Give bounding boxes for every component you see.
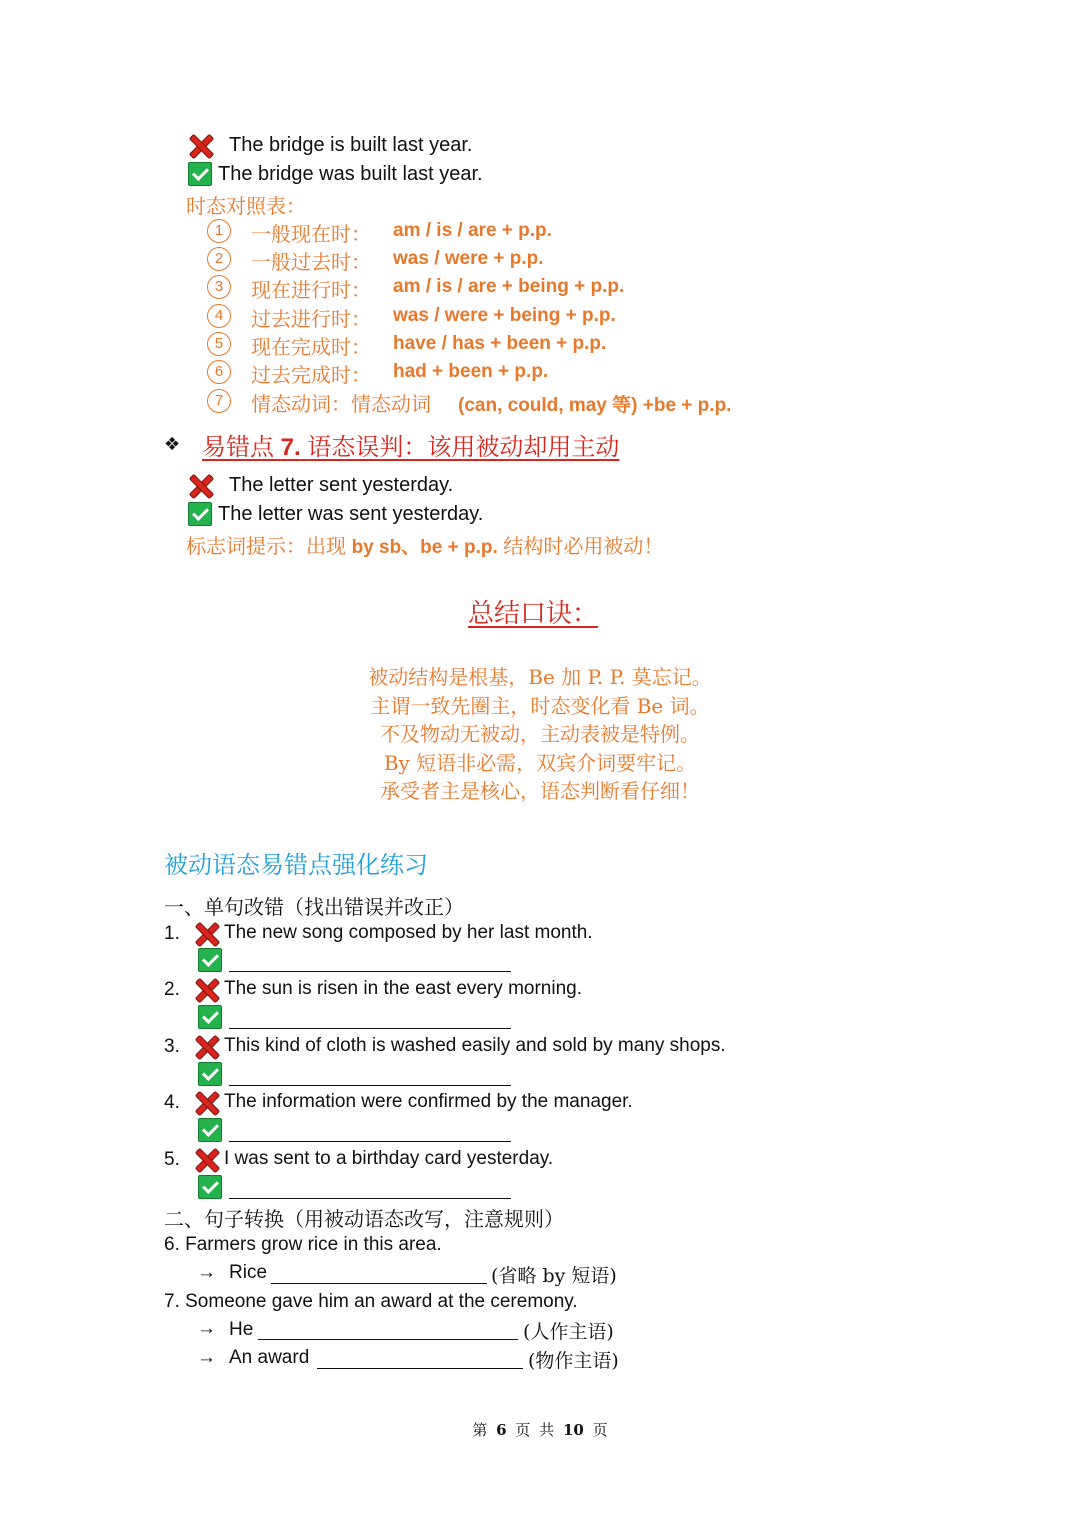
item-number: 1. — [164, 923, 180, 944]
item-number: 5. — [164, 1149, 180, 1170]
tense-row-number: 6 — [207, 360, 231, 384]
tense-row-formula: was / were + p.p. — [393, 248, 544, 269]
point7-hint — [186, 530, 663, 559]
arrow-icon: → — [197, 1262, 216, 1283]
page-total: 10 — [562, 1421, 584, 1439]
item-sentence: The information were confirmed by the manager. — [224, 1091, 633, 1112]
question-7: 7. Someone gave him an award at the ceremony. — [164, 1291, 578, 1312]
answer-blank[interactable] — [229, 1006, 511, 1029]
example-correct-sentence: The bridge was built last year. — [218, 163, 483, 185]
verse-line: 不及物动无被动，主动表被是特例。 — [380, 722, 700, 746]
hint-text-c: 结构时必用被动！ — [503, 534, 664, 558]
tense-row-number: 7 — [207, 389, 231, 413]
item-sentence: I was sent to a birthday card yesterday. — [224, 1148, 554, 1169]
hint-text-b: by sb、be + p.p. — [351, 537, 498, 558]
q7b-note: (物作主语) — [528, 1350, 619, 1372]
q7b-answer-blank[interactable] — [317, 1346, 523, 1369]
q6-note: (省略 by 短语) — [491, 1265, 617, 1287]
wrong-mark-icon — [194, 977, 218, 1001]
tense-row-formula: have / has + been + p.p. — [393, 333, 607, 354]
correct-mark-icon — [198, 1118, 222, 1142]
correct-mark-icon — [198, 1175, 222, 1199]
item-number: 2. — [164, 979, 180, 1000]
wrong-mark-icon — [188, 133, 212, 157]
correct-mark-icon — [198, 1062, 222, 1086]
item-sentence: The new song composed by her last month. — [224, 922, 593, 943]
tense-row-name: 现在完成时： — [251, 335, 371, 359]
tense-row-number: 4 — [207, 304, 231, 328]
section2-heading: 二、句子转换（用被动语态改写，注意规则） — [164, 1207, 564, 1231]
q6-start: Rice — [229, 1262, 268, 1283]
page-footer — [0, 1419, 1080, 1440]
summary-verses — [0, 663, 1080, 806]
wrong-mark-icon — [194, 1034, 218, 1058]
correct-mark-icon — [188, 162, 212, 186]
tense-row-number: 5 — [207, 332, 231, 356]
q7a-note: (人作主语) — [523, 1321, 614, 1343]
verse-line: 承受者主是核心，语态判断看仔细！ — [380, 779, 700, 803]
footer-label: 第 — [472, 1421, 488, 1439]
tense-row-number: 2 — [207, 247, 231, 271]
footer-label: 页 — [592, 1421, 608, 1439]
point7-prefix: 易错点 — [202, 433, 274, 461]
q6-answer-blank[interactable] — [271, 1261, 487, 1284]
point7-correct-sentence: The letter was sent yesterday. — [218, 503, 484, 525]
footer-label: 页 — [515, 1421, 531, 1439]
answer-blank[interactable] — [229, 1119, 511, 1142]
tense-table-title: 时态对照表： — [186, 194, 306, 218]
wrong-mark-icon — [194, 1147, 218, 1171]
q7a-answer-blank[interactable] — [258, 1317, 518, 1340]
tense-row-name: 一般现在时： — [251, 222, 371, 246]
point7-heading — [202, 427, 619, 462]
point7-wrong-sentence: The letter sent yesterday. — [229, 474, 454, 496]
item-sentence: The sun is risen in the east every morning. — [224, 978, 583, 999]
wrong-mark-icon — [194, 921, 218, 945]
tense-row-formula: (can, could, may 等) +be + p.p. — [458, 395, 732, 416]
tense-row-name: 情态动词：情态动词 — [251, 392, 431, 416]
diamond-bullet-icon: ❖ — [164, 434, 181, 454]
q7a-start: He — [229, 1319, 254, 1340]
item-number: 3. — [164, 1036, 180, 1057]
wrong-mark-icon — [188, 473, 212, 497]
hint-text-a: 标志词提示：出现 — [186, 534, 346, 558]
tense-row-number: 3 — [207, 275, 231, 299]
answer-blank[interactable] — [229, 1063, 511, 1086]
answer-blank[interactable] — [229, 1176, 511, 1199]
correct-mark-icon — [188, 502, 212, 526]
verse-line: 主谓一致先圈主，时态变化看 Be 词。 — [370, 693, 710, 718]
summary-title: 总结口诀： — [468, 599, 599, 629]
page-number: 6 — [496, 1421, 507, 1439]
tense-row-formula: am / is / are + p.p. — [393, 220, 552, 241]
correct-mark-icon — [198, 1005, 222, 1029]
point7-title: 语态误判：该用被动却用主动 — [307, 433, 620, 461]
tense-row-name: 过去完成时： — [251, 363, 371, 387]
q7b-start: An award — [229, 1347, 310, 1368]
item-sentence: This kind of cloth is washed easily and sold by many shops. — [224, 1035, 726, 1056]
tense-row-name: 一般过去时： — [251, 250, 371, 274]
verse-line: By 短语非必需，双宾介词要牢记。 — [383, 750, 697, 775]
question-6: 6. Farmers grow rice in this area. — [164, 1234, 442, 1255]
footer-label: 共 — [539, 1421, 555, 1439]
arrow-icon: → — [197, 1318, 216, 1339]
item-number: 4. — [164, 1092, 180, 1113]
tense-row-formula: had + been + p.p. — [393, 361, 549, 382]
point7-number: 7. — [280, 434, 301, 461]
wrong-mark-icon — [194, 1090, 218, 1114]
tense-row-formula: am / is / are + being + p.p. — [393, 276, 625, 297]
section1-heading: 一、单句改错（找出错误并改正） — [164, 895, 464, 919]
tense-row-number: 1 — [207, 219, 231, 243]
tense-row-formula: was / were + being + p.p. — [393, 305, 616, 326]
answer-blank[interactable] — [229, 949, 511, 972]
tense-row-name: 过去进行时： — [251, 307, 371, 331]
tense-row-name: 现在进行时： — [251, 278, 371, 302]
arrow-icon: → — [197, 1347, 216, 1368]
verse-line: 被动结构是根基，Be 加 P. P. 莫忘记。 — [368, 665, 712, 689]
example-wrong-sentence: The bridge is built last year. — [229, 134, 473, 156]
correct-mark-icon — [198, 948, 222, 972]
practice-title: 被动语态易错点强化练习 — [164, 851, 428, 879]
